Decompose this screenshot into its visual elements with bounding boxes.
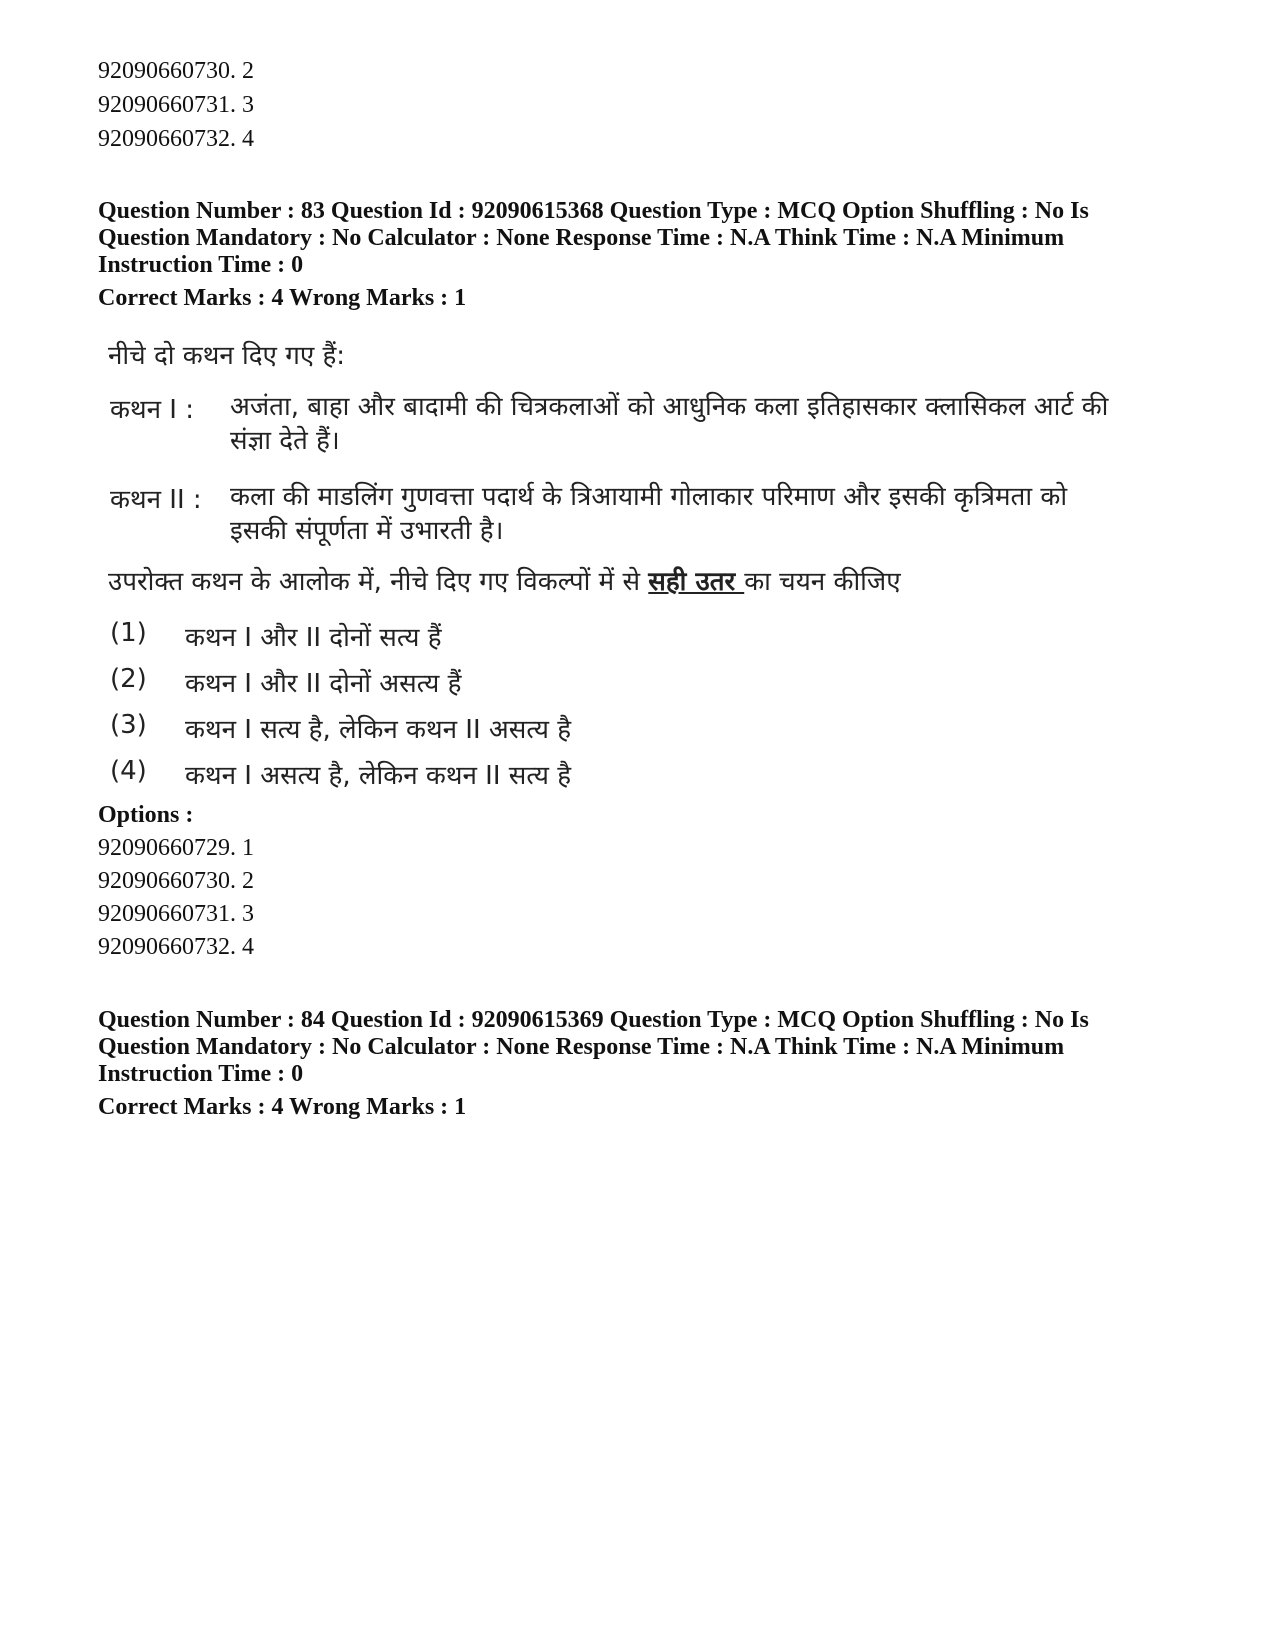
question-83-marks: Correct Marks : 4 Wrong Marks : 1 (98, 285, 467, 311)
question-84-marks: Correct Marks : 4 Wrong Marks : 1 (98, 1094, 467, 1120)
choice-item (0, 618, 800, 654)
option-line: 92090660729. 1 (98, 835, 254, 861)
choice-text: कथन I और II दोनों सत्य हैं (185, 623, 442, 653)
choice-number: (2) (110, 664, 147, 694)
choice-text: कथन I और II दोनों असत्य हैं (185, 669, 462, 699)
option-line: 92090660730. 2 (98, 58, 254, 84)
instruction-highlight: सही उतर (648, 567, 745, 597)
statement-2-text: कला की माडलिंग गुणवत्ता पदार्थ के त्रिआयामी गोलाकार परिमाण और इसकी कृत्रिमता को इसकी संपूर्णता में उभारती है। (230, 482, 1068, 546)
choice-number: (4) (110, 756, 147, 786)
choice-number: (3) (110, 710, 147, 740)
question-84-header-line: Question Mandatory : No Calculator : None Response Time : N.A Think Time : N.A Minimum (98, 1034, 1065, 1060)
statement-2 (0, 480, 1275, 560)
instruction-pre: उपरोक्त कथन के आलोक में, नीचे दिए गए विकल्पों में से (108, 567, 649, 597)
option-line: 92090660732. 4 (98, 126, 254, 152)
option-line: 92090660731. 3 (98, 92, 254, 118)
choice-text: कथन I असत्य है, लेकिन कथन II सत्य है (185, 761, 572, 791)
statement-1 (0, 390, 1275, 470)
question-84-header-line: Instruction Time : 0 (98, 1061, 304, 1087)
choice-text: कथन I सत्य है, लेकिन कथन II असत्य है (185, 715, 572, 745)
choice-item (0, 664, 800, 700)
option-line: 92090660732. 4 (98, 934, 254, 960)
question-intro: नीचे दो कथन दिए गए हैं: (108, 341, 346, 371)
statement-1-text: अजंता, बाहा और बादामी की चित्रकलाओं को आधुनिक कला इतिहासकार क्लासिकल आर्ट की संज्ञा देते हैं। (230, 392, 1109, 456)
statement-1-label: कथन I : (110, 395, 194, 425)
statement-2-label: कथन II : (110, 485, 202, 515)
instruction-post: का चयन कीजिए (744, 567, 901, 597)
option-line: 92090660731. 3 (98, 901, 254, 927)
question-83-header-line: Question Mandatory : No Calculator : None Response Time : N.A Think Time : N.A Minimum (98, 225, 1065, 251)
question-84-header-line: Question Number : 84 Question Id : 92090615369 Question Type : MCQ Option Shuffling : No Is (98, 1007, 1089, 1033)
options-label: Options : (98, 802, 194, 828)
choice-number: (1) (110, 618, 147, 648)
option-line: 92090660730. 2 (98, 868, 254, 894)
choice-item (0, 756, 800, 792)
question-83-header-line: Question Number : 83 Question Id : 92090615368 Question Type : MCQ Option Shuffling : No Is (98, 198, 1089, 224)
choice-item (0, 710, 800, 746)
question-instruction (108, 562, 901, 598)
question-83-header-line: Instruction Time : 0 (98, 252, 304, 278)
